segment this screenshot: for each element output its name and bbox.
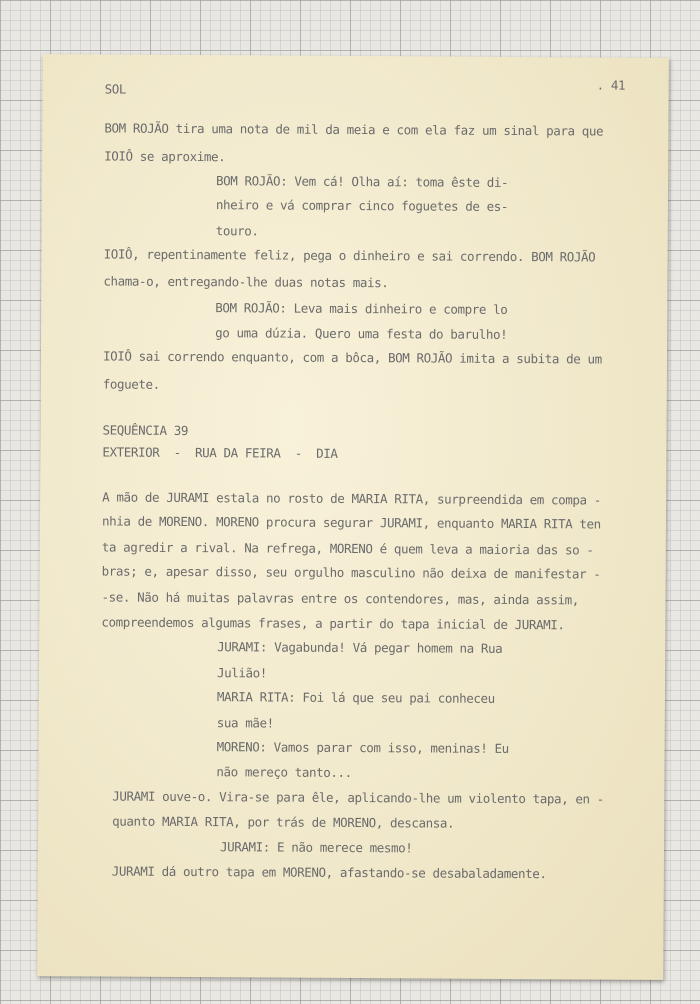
text-line: IOIÔ se aproxime. [104, 148, 226, 165]
text-line: bras; e, apesar disso, seu orgulho masculino não deixa de manifestar - [101, 563, 601, 582]
dialogue-line: não mereço tanto... [216, 764, 352, 780]
text-line: foguete. [102, 376, 160, 392]
text-line: JURAMI ouve-o. Vira-se para êle, aplicando-lhe um violento tapa, en - [112, 788, 604, 807]
dialogue-line: BOM ROJÃO: Leva mais dinheiro e compre lo [215, 300, 508, 317]
text-line: IOIÔ sai correndo enquanto, com a bôca, BOM ROJÃO imita a subita de um [102, 348, 602, 367]
dialogue-line: sua mãe! [216, 715, 274, 731]
text-line: quanto MARIA RITA, por trás de MORENO, descansa. [112, 813, 455, 831]
text-line: BOM ROJÃO tira uma nota de mil da meia e com ela faz um sinal para que [104, 120, 604, 139]
page-number: . 41 [596, 77, 626, 93]
dialogue-line: JURAMI: E não merece mesmo! [219, 839, 413, 856]
text-line: -se. Não há muitas palavras entre os contendores, mas, ainda assim, [101, 589, 579, 608]
dialogue-line: BOM ROJÃO: Vem cá! Olha aí: toma êste di- [216, 173, 509, 190]
dialogue-line: touro. [215, 223, 259, 239]
dialogue-line: MARIA RITA: Foi lá que seu pai conheceu [216, 689, 495, 706]
dialogue-line: go uma dúzia. Quero uma festa do barulho! [215, 325, 508, 342]
typewritten-page [37, 54, 669, 980]
text-line: JURAMI dá outro tapa em MORENO, afastando-se desabaladamente. [111, 863, 547, 882]
text-line: A mão de JURAMI estala no rosto de MARIA RITA, surpreendida em compa - [102, 489, 601, 508]
text-line: compreendemos algumas frases, a partir do tapa inicial de JURAMI. [101, 614, 565, 633]
text-line: IOIÔ, repentinamente feliz, pega o dinheiro e sai correndo. BOM ROJÃO [103, 246, 596, 265]
scene-heading: EXTERIOR - RUA DA FEIRA - DIA [102, 444, 338, 461]
dialogue-line: Julião! [217, 665, 267, 681]
dialogue-line: JURAMI: Vagabunda! Vá pegar homem na Rua [217, 639, 503, 656]
dialogue-line: nheiro e vá comprar cinco foguetes de es- [215, 197, 509, 214]
text-line: nhia de MORENO. MORENO procura segurar JURAMI, enquanto MARIA RITA ten [101, 513, 601, 532]
sequence-heading: SEQUÊNCIA 39 [102, 422, 189, 438]
text-line: chama-o, entregando-lhe duas notas mais. [103, 273, 389, 291]
text-line: ta agredir a rival. Na refrega, MORENO é quem leva a maioria das so - [101, 539, 594, 558]
dialogue-line: MORENO: Vamos parar com isso, meninas! Eu [216, 739, 509, 756]
header-title: SOL [104, 81, 127, 97]
